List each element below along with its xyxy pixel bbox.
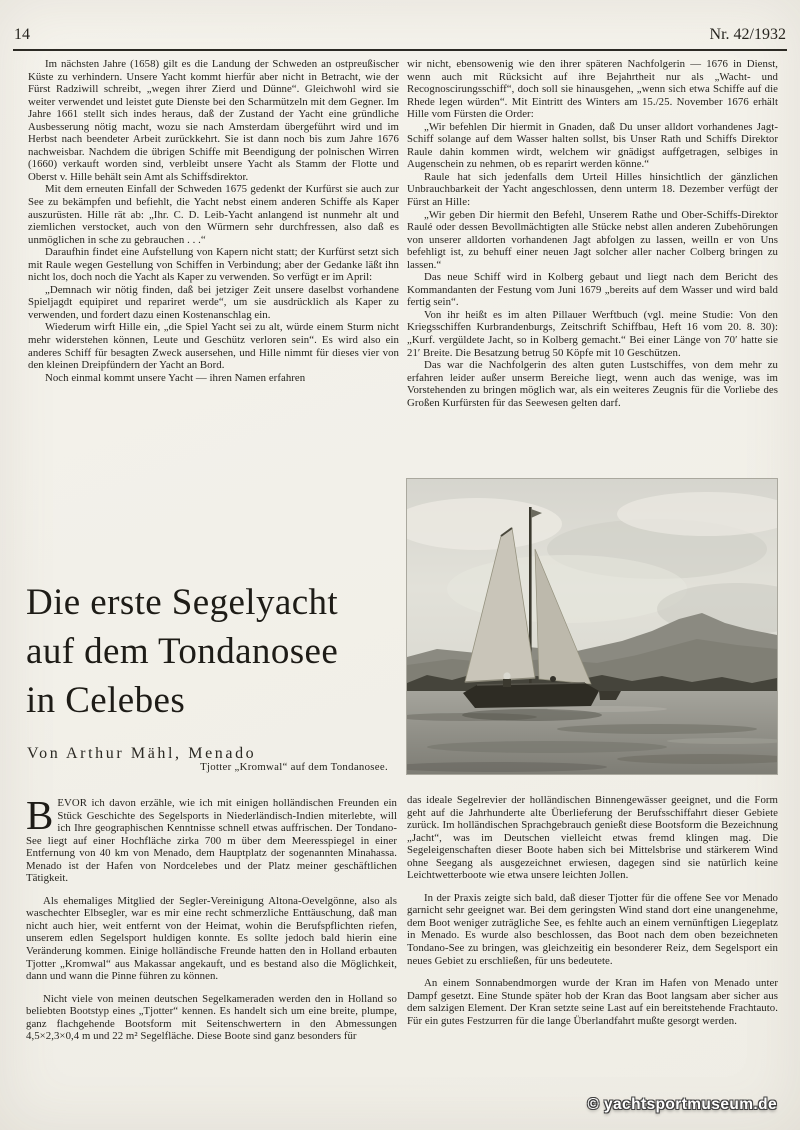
- paragraph: Mit dem erneuten Einfall der Schweden 1675 gedenkt der Kurfürst sie auch zur See zu bekämpfen und befiehlt, die Yacht nebst einem anderen Schiffe als Kaper auszurüsten. Hille rät ab: „Ihr. C. D. Leib-Yacht anlangend ist nunmehr alt und ziemlichen verstocket, auch von den Würmern sehr durchfressen, also daß es unmöglichen in sche zu gebrauchen . . .“: [28, 183, 399, 246]
- drop-cap: B: [26, 792, 54, 838]
- paragraph: das ideale Segelrevier der holländischen Binnengewässer geeignet, und die Form geht auf die Jahrhunderte alte Überlieferung der Berufsschiffahrt dieser Gebiete zurück. Im holländischen Sprachgebrauch genießt diese Bootsform die Bezeichnung „Jacht“, was im Deutschen vielleicht etwas fremd klingen mag. Die Segeleigenschaften dieser Boote haben sich bei Mittelsbrise und stärkerem Wind ohne Seegang als ausgezeichnet erwiesen, dagegen sind sie natürlich keine Leichtwetterboote wie etwa unsere leichten Jollen.: [407, 794, 778, 882]
- headline-line-1: Die erste Segelyacht: [26, 582, 339, 623]
- paragraph: Als ehemaliges Mitglied der Segler-Vereinigung Altona-Oevelgönne, also als waschechter Elbsegler, war es mir eine recht schmerzliche Enttäuschung, daß man nicht auch hier, weit entfernt von der Heimat, wohin die Berufspflichten riefen, unserem edlen Segelsport huldigen konnte. Es sollte jedoch bald hierin eine Veränderung kommen. Einige holländische Freunde hatten den in Holland erbauten Tjotter „Kromwal“ aus Makassar angekauft, und es bestand also die Möglichkeit, dann und wann die Pinne führen zu können.: [26, 894, 397, 983]
- paragraph: „Wir geben Dir hiermit den Befehl, Unserem Rathe und Ober-Schiffs-Direktor Raulé oder dessen Bevollmächtigten alle Stücke nebst allen anderen Zubehörungen von unserer alldorten vorhandenen Jagt abfolgen zu lassen, weilln er von Uns befehligt ist, zu behuff einer neuen Jagt solcher aller nacher Colberg bringen zu lassen.“: [407, 208, 778, 271]
- paragraph: An einem Sonnabendmorgen wurde der Kran im Hafen von Menado unter Dampf gesetzt. Eine Stunde später hob der Kran das Boot langsam aber sicher aus dem salzigen Element. Der Kran setzte seine Last auf ein bereitstehende Frachtauto. Für ein gutes Festzurren für die lange Überlandfahrt mußte gesorgt werden.: [407, 977, 778, 1027]
- watermark: © yachtsportmuseum.de: [587, 1096, 777, 1113]
- headline-line-2: auf dem Tondanosee: [26, 631, 339, 672]
- paragraph: Im nächsten Jahre (1658) gilt es die Landung der Schweden an ostpreußischer Küste zu verhindern. Unsere Yacht kommt hierfür aber nicht in Betracht, wie der Fürst Radziwill schreibt, „wegen ihrer Zierd und Dünne“. Gleichwohl wird sie weiter verwendet und leistet gute Dienste bei den Scharmützeln mit dem Gegner. Im Jahre 1661 stellt sich indes heraus, daß der Zustand der Yacht eine gründliche Ausbesserung nötig macht, wozu sie nach Amsterdam übergeführt wird und im Herbst nach beendeter Arbeit zurückkehrt. Sie ist dann noch bis zum Jahre 1676 nachweisbar. Nachdem die übrigen Schiffe mit Beendigung der polnischen Wirren (1660) verkauft worden sind, verbleibt unsere Yacht als Stamm der Flotte und Oberst v. Hille behält sein Amt als Schiffsdirektor.: [28, 58, 399, 183]
- byline: Von Arthur Mähl, Menado: [27, 745, 257, 762]
- page-number: 14: [14, 26, 30, 43]
- top-left-column: [28, 58, 399, 384]
- article-headline: [26, 578, 401, 725]
- paragraph: „Demnach wir nötig finden, daß bei jetziger Zeit unsere daselbst vorhandene Spieljagdt equipiret und repariret werde“, um sie ausdrücklich als Kaper zu verwenden, und fordert dazu einen Kostenanschlag ein.: [28, 283, 399, 321]
- issue-number: Nr. 42/1932: [709, 26, 786, 43]
- paragraph-text: EVOR ich davon erzähle, wie ich mit einigen holländischen Freunden ein Stück Geschichte des Segelsports in Niederländisch-Indien miterlebte, will ich Ihre geographischen Kenntnisse schnell etwas auffrischen. Der Tondano-See liegt auf einer Hochfläche zirka 700 m über dem Meeresspiegel in einer Entfernung von 40 km von Menado, dem Hauptplatz der sogenannten Minahassa. Menado ist der Hafen von Nordcelebes und der Platz meiner geschäftlichen Tätigkeit.: [26, 797, 397, 885]
- top-right-column: [407, 58, 778, 409]
- paragraph: In der Praxis zeigte sich bald, daß dieser Tjotter für die offene See vor Menado garnicht sehr geeignet war. Bei dem geringsten Wind stand dort eine unangenehme, dem Boot weniger zuträgliche See, es fehlte auch an einem vernünftigen Liegeplatz in Menado. Es wurde also beschlossen, das Boot nach dem oben bezeichneten Tondano-See zu bringen, was gleichzeitig ein besonderer Reiz, dem Segelsport ein neues Gebiet zu erschließen, für uns bedeutete.: [407, 891, 778, 967]
- paragraph: Nicht viele von meinen deutschen Segelkameraden werden den in Holland so beliebten Bootstyp eines „Tjotter“ kennen. Es handelt sich um eine breite, plumpe, ganz flachgehende Bootsform mit Seitenschwertern in den Abmessungen 4,5×2,3×0,4 m und 22 m² Segelfläche. Diese Boote sind ganz besonders für: [26, 992, 397, 1043]
- bottom-left-column: [26, 792, 397, 1043]
- headline-line-3: in Celebes: [26, 680, 186, 721]
- bottom-right-column: [407, 794, 778, 1027]
- header-rule: [13, 49, 787, 51]
- paragraph: wir nicht, ebensowenig wie den ihrer späteren Nachfolgerin — 1676 in Dienst, wenn auch mit Rücksicht auf ihre Bejahrtheit nur als „Wacht- und Recognoscirungsschiff“, doch soll sie hinausgehen, „wenn sich etwa Schiffe auf die Rhede legen würden“. Mit Eintritt des Winters am 15./25. November 1676 erhält Hille vom Fürsten die Order:: [407, 58, 778, 121]
- paragraph-dropcap: [26, 792, 397, 885]
- paragraph: Das neue Schiff wird in Kolberg gebaut und liegt nach dem Bericht des Kommandanten der Festung vom Juni 1679 „bereits auf dem Wasser und wird bald fertig sein“.: [407, 271, 778, 309]
- paragraph: Wiederum wirft Hille ein, „die Spiel Yacht sei zu alt, würde einem Sturm nicht mehr widerstehen können, Leute und Geschütz verloren sein“. Es wird also ein anderes Schiff für besagten Zweck ausersehen, und Hille nimmt für dieses vier von den kleinen Dreipfündern der Yacht an Bord.: [28, 321, 399, 372]
- paragraph: „Wir befehlen Dir hiermit in Gnaden, daß Du unser alldort vorhandenes Jagt-Schiff solange auf dem Wasser halten sollst, bis Unser Rath und Schiffs Direktor Raule dahin kommen wirdt, welchem wir gnädigst auffgetragen, selbiges in Augenschein zu nehmen, ob es reparirt werden könne.“: [407, 120, 778, 171]
- photo-caption: Tjotter „Kromwal“ auf dem Tondanosee.: [200, 761, 388, 773]
- paragraph: Daraufhin findet eine Aufstellung von Kapern nicht statt; der Kurfürst setzt sich mit Raule wegen Gestellung von Schiffen in Verbindung; aber der Gedanke läßt ihn nicht los, doch noch die Yacht als Kaper zu verwenden. So verfügt er im April:: [28, 246, 399, 284]
- paragraph: Das war die Nachfolgerin des alten guten Lustschiffes, von dem mehr zu erfahren leider außer unserm Bereiche liegt, wenn auch das wenige, was im Vorstehenden zu bringen möglich war, als ein weiteres Zeugnis für die Vorliebe des Großen Kurfürsten für das Seewesen gelten darf.: [407, 359, 778, 409]
- boat-photo: [406, 478, 778, 775]
- paragraph: Raule hat sich jedenfalls dem Urteil Hilles hinsichtlich der gänzlichen Unbrauchbarkeit der Yacht angeschlossen, denn unterm 18. Dezember verfügt der Fürst an Hille:: [407, 170, 778, 209]
- boat-photo-illustration: [407, 479, 777, 774]
- paragraph: Von ihr heißt es im alten Pillauer Werftbuch (vgl. meine Studie: Von den Kriegsschiffen Kurbrandenburgs, Zeitschrift Schiffbau, Heft 16 vom 20. 8. 30): „Kurf. vergüldete Jacht, so in Kolberg gemacht.“ Bei einer Länge von 70′ hatte sie 21′ Breite. Die Besatzung betrug 50 Köpfe mit 10 Geschützen.: [407, 308, 778, 359]
- paragraph: Noch einmal kommt unsere Yacht — ihren Namen erfahren: [45, 371, 306, 384]
